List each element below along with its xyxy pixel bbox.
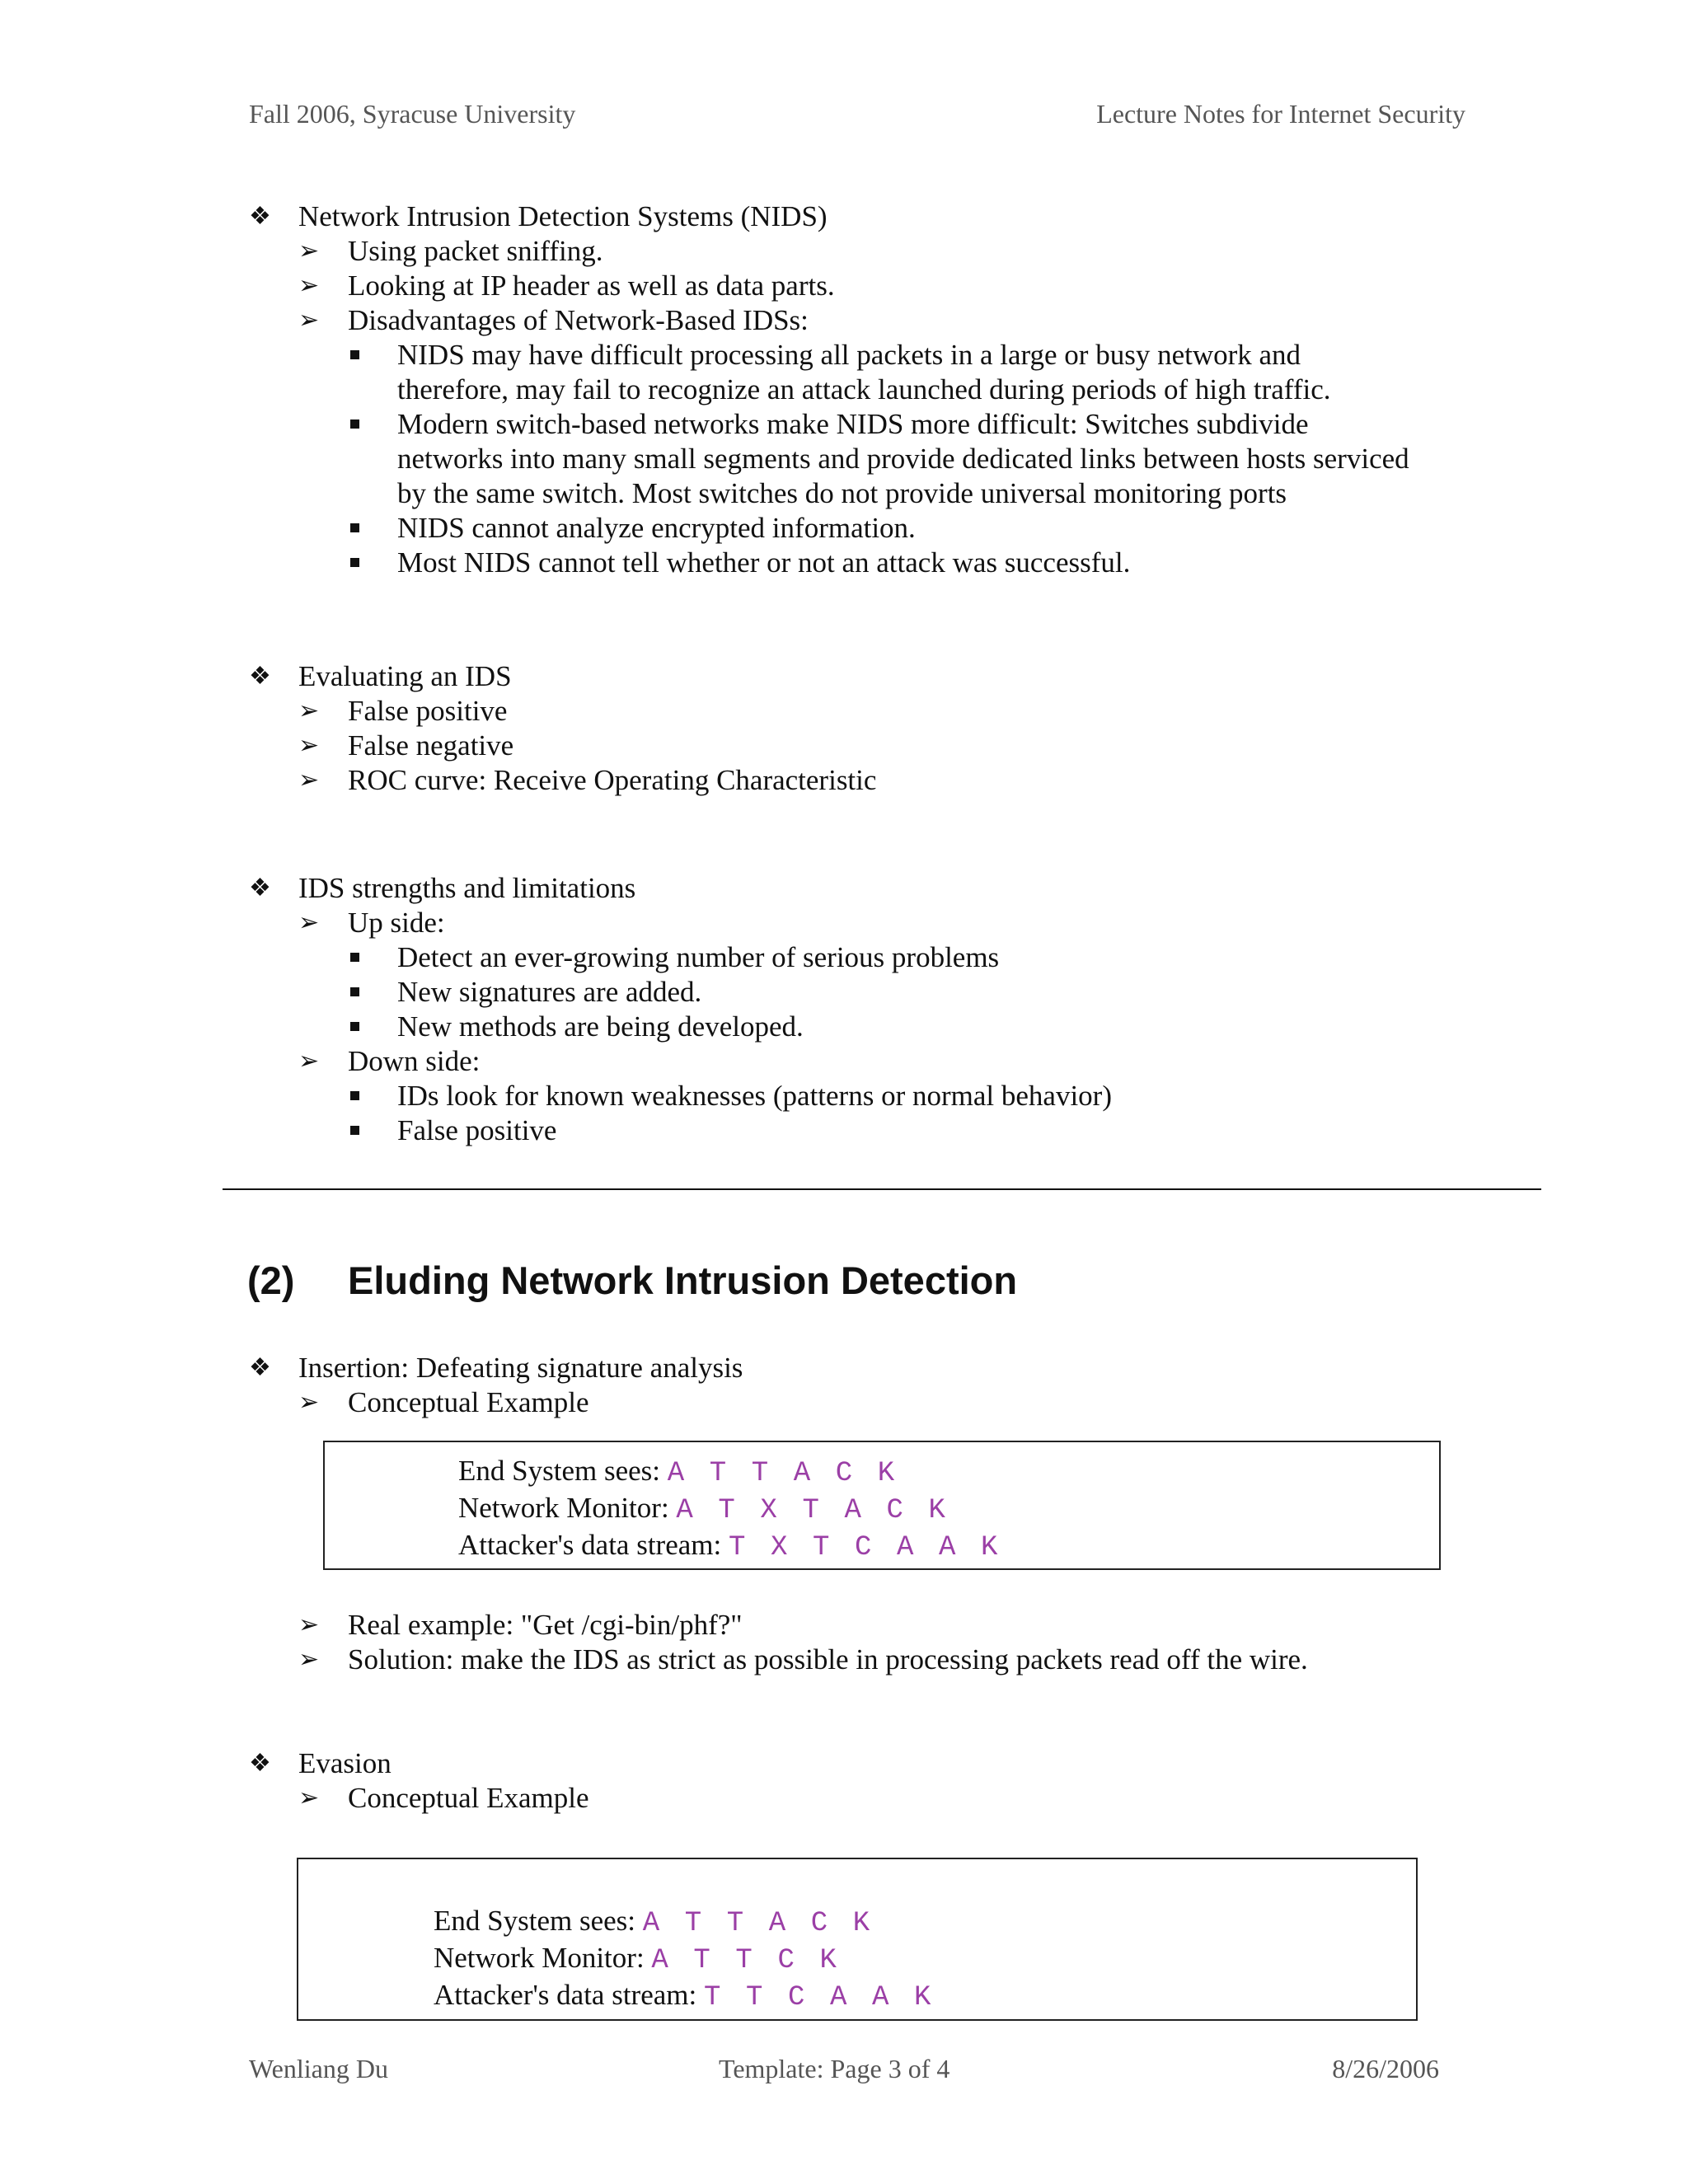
list-item: New signatures are added.	[397, 976, 702, 1008]
arrow-bullet-icon: ➢	[298, 272, 320, 299]
attacker-stream-sequence: T X T C A A K	[728, 1532, 1002, 1563]
section-divider	[223, 1188, 1541, 1190]
square-bullet-icon	[350, 558, 359, 567]
list-item: Detect an ever-growing number of serious problems	[397, 941, 1000, 973]
header-right: Lecture Notes for Internet Security	[1096, 99, 1465, 129]
network-monitor-label: Network Monitor:	[434, 1942, 652, 1974]
down-side-label: Down side:	[348, 1045, 481, 1077]
end-system-sequence: A T T A C K	[667, 1458, 899, 1489]
insertion-title: Insertion: Defeating signature analysis	[298, 1352, 743, 1384]
attacker-stream-sequence: T T C A A K	[703, 1982, 935, 2013]
list-item-cont: networks into many small segments and provide dedicated links between hosts serviced	[397, 443, 1409, 475]
network-monitor-line	[458, 1491, 950, 1528]
section-number: (2)	[247, 1258, 295, 1302]
section-title: Eluding Network Intrusion Detection	[348, 1258, 1018, 1302]
list-item-cont: therefore, may fail to recognize an attack launched during periods of high traffic.	[397, 373, 1331, 405]
insertion-example-box	[323, 1441, 1441, 1570]
diamond-bullet-icon: ❖	[249, 1750, 271, 1777]
list-item: Solution: make the IDS as strict as possible in processing packets read off the wire.	[348, 1643, 1308, 1675]
diamond-bullet-icon: ❖	[249, 203, 271, 230]
list-item: Using packet sniffing.	[348, 235, 603, 267]
network-monitor-label: Network Monitor:	[458, 1492, 677, 1524]
insertion-sub: Conceptual Example	[348, 1386, 589, 1418]
up-side-label: Up side:	[348, 907, 445, 939]
arrow-bullet-icon: ➢	[298, 1047, 320, 1075]
evasion-example-box	[297, 1858, 1418, 2021]
network-monitor-sequence: A T X T A C K	[676, 1495, 950, 1526]
end-system-label: End System sees:	[458, 1455, 668, 1487]
arrow-bullet-icon: ➢	[298, 1646, 320, 1673]
list-item: Real example: "Get /cgi-bin/phf?"	[348, 1609, 743, 1641]
square-bullet-icon	[350, 953, 359, 962]
diamond-bullet-icon: ❖	[249, 874, 271, 902]
end-system-sequence: A T T A C K	[642, 1908, 874, 1939]
footer-date: 8/26/2006	[1332, 2054, 1439, 2083]
header-left: Fall 2006, Syracuse University	[249, 99, 576, 129]
list-item: New methods are being developed.	[397, 1010, 804, 1043]
attacker-stream-line	[458, 1528, 1002, 1565]
network-monitor-line	[434, 1941, 841, 1978]
evasion-sub: Conceptual Example	[348, 1782, 589, 1814]
square-bullet-icon	[350, 987, 359, 996]
network-monitor-sequence: A T T C K	[651, 1945, 841, 1976]
evaluating-title: Evaluating an IDS	[298, 660, 512, 692]
attacker-stream-label: Attacker's data stream:	[458, 1529, 729, 1561]
square-bullet-icon	[350, 1091, 359, 1100]
square-bullet-icon	[350, 419, 359, 429]
diamond-bullet-icon: ❖	[249, 663, 271, 690]
end-system-line	[434, 1904, 874, 1941]
diamond-bullet-icon: ❖	[249, 1354, 271, 1381]
square-bullet-icon	[350, 523, 359, 532]
list-item: Looking at IP header as well as data parts.	[348, 269, 835, 302]
list-item: False positive	[348, 695, 508, 727]
list-item: ROC curve: Receive Operating Characteristic	[348, 764, 877, 796]
arrow-bullet-icon: ➢	[298, 697, 320, 724]
strengths-title: IDS strengths and limitations	[298, 872, 636, 904]
arrow-bullet-icon: ➢	[298, 1784, 320, 1811]
footer-page: Template: Page 3 of 4	[719, 2054, 950, 2083]
attacker-stream-label: Attacker's data stream:	[434, 1979, 704, 2011]
list-item-cont: by the same switch. Most switches do not provide universal monitoring ports	[397, 477, 1287, 509]
square-bullet-icon	[350, 350, 359, 359]
evasion-title: Evasion	[298, 1747, 392, 1779]
list-item: IDs look for known weaknesses (patterns or normal behavior)	[397, 1080, 1112, 1112]
list-item: Most NIDS cannot tell whether or not an attack was successful.	[397, 546, 1131, 579]
list-item: Modern switch-based networks make NIDS more difficult: Switches subdivide	[397, 408, 1309, 440]
arrow-bullet-icon: ➢	[298, 909, 320, 936]
list-item: NIDS cannot analyze encrypted information.	[397, 512, 916, 544]
square-bullet-icon	[350, 1022, 359, 1031]
arrow-bullet-icon: ➢	[298, 1611, 320, 1638]
list-item: Disadvantages of Network-Based IDSs:	[348, 304, 809, 336]
nids-title: Network Intrusion Detection Systems (NIDS)	[298, 200, 828, 232]
end-system-label: End System sees:	[434, 1905, 643, 1937]
arrow-bullet-icon: ➢	[298, 237, 320, 265]
arrow-bullet-icon: ➢	[298, 732, 320, 759]
arrow-bullet-icon: ➢	[298, 1389, 320, 1416]
list-item: False positive	[397, 1114, 557, 1146]
arrow-bullet-icon: ➢	[298, 307, 320, 334]
attacker-stream-line	[434, 1978, 935, 2015]
arrow-bullet-icon: ➢	[298, 766, 320, 794]
footer-author: Wenliang Du	[249, 2054, 388, 2083]
square-bullet-icon	[350, 1126, 359, 1135]
list-item: NIDS may have difficult processing all packets in a large or busy network and	[397, 339, 1301, 371]
list-item: False negative	[348, 729, 514, 762]
end-system-line	[458, 1454, 898, 1491]
